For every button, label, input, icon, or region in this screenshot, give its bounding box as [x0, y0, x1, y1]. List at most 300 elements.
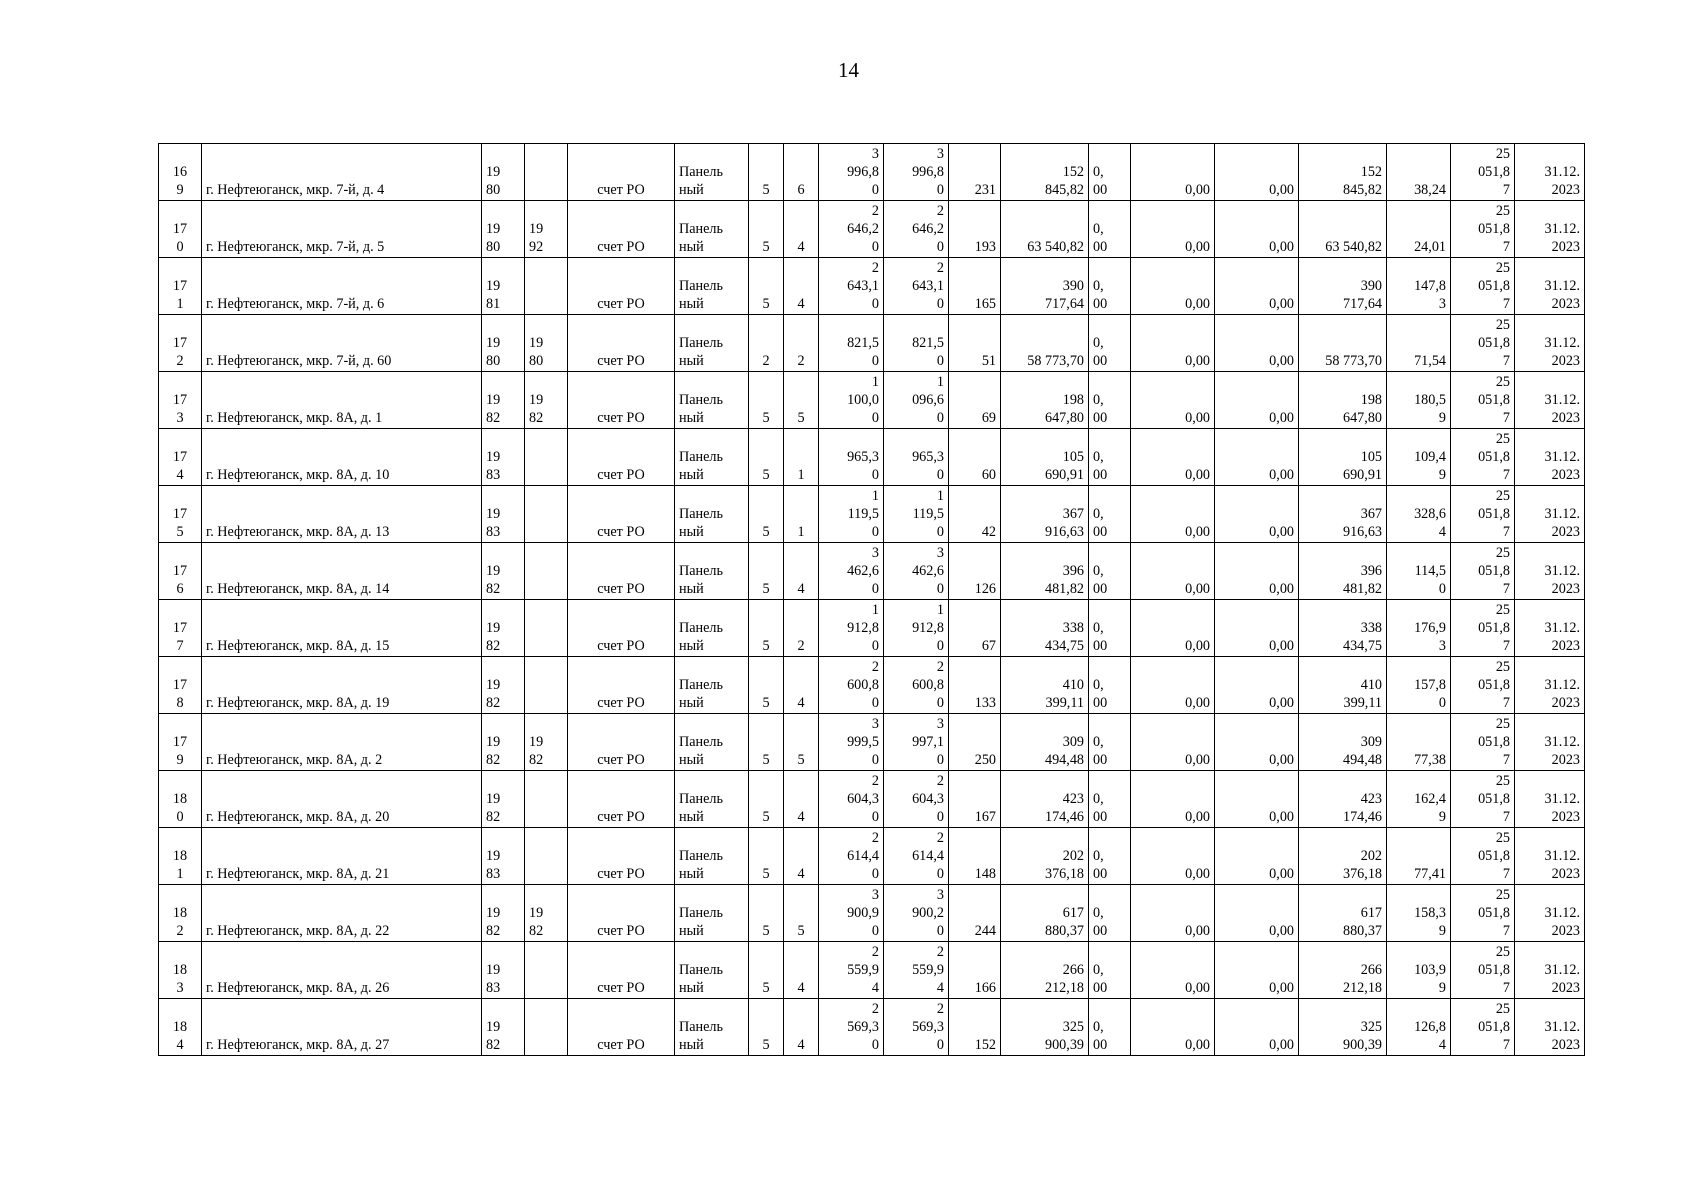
residents-cell-value: 166	[974, 980, 996, 996]
method-cell	[568, 600, 675, 657]
unit-cost-cell	[1387, 885, 1451, 942]
year-renovated-cell-line	[529, 1018, 563, 1036]
row-number-cell	[159, 999, 202, 1056]
fund-regional-cell	[1131, 201, 1215, 258]
total-area-cell-line: 0	[871, 296, 879, 312]
fund-local-cell	[1215, 486, 1299, 543]
residents-cell-value: 244	[974, 923, 996, 939]
unit-cost-cell-line: 180,5	[1414, 392, 1446, 408]
cost-total-cell-line: 325	[1062, 1019, 1084, 1035]
row-number-cell	[159, 486, 202, 543]
floors-cell-value: 5	[762, 923, 770, 939]
living-area-cell	[884, 543, 949, 600]
method-cell-value: счет РО	[597, 809, 645, 825]
year-built-cell-line: 19	[486, 791, 501, 807]
cost-total-cell	[1001, 999, 1089, 1056]
entrances-cell	[784, 771, 819, 828]
fund-regional-cell-value: 0,00	[1185, 809, 1210, 825]
fund-owners-cell	[1299, 657, 1387, 714]
method-cell-value: счет РО	[597, 353, 645, 369]
table-row	[159, 486, 1585, 543]
fund-local-cell-value: 0,00	[1269, 410, 1294, 426]
fund-owners-cell-line: 647,80	[1342, 410, 1382, 426]
deadline-cell	[1515, 657, 1585, 714]
method-cell-value: счет РО	[597, 752, 645, 768]
living-area-cell	[884, 771, 949, 828]
wall-material-cell	[675, 372, 749, 429]
floors-cell	[749, 714, 784, 771]
entrances-cell-value: 4	[797, 581, 805, 597]
year-renovated-cell	[525, 885, 568, 942]
unit-limit-cell-line: 7	[1502, 752, 1510, 768]
deadline-cell	[1515, 885, 1585, 942]
fund-owners-cell-line: 367	[1360, 506, 1382, 522]
wall-material-cell	[675, 315, 749, 372]
living-area-cell-line: 0	[936, 524, 944, 540]
year-built-cell-line: 83	[486, 524, 501, 540]
unit-cost-cell-line: 158,3	[1414, 905, 1446, 921]
fund-federal-cell-line: 00	[1093, 524, 1108, 540]
fund-local-cell-value: 0,00	[1269, 980, 1294, 996]
unit-limit-cell-line: 051,8	[1478, 677, 1510, 693]
deadline-cell-line: 2023	[1551, 1037, 1580, 1053]
address-cell-value: г. Нефтеюганск, мкр. 8А, д. 10	[206, 467, 390, 483]
wall-material-cell-line: ный	[679, 980, 704, 996]
method-cell-value: счет РО	[597, 410, 645, 426]
total-area-cell-line: 999,5	[847, 734, 879, 750]
fund-federal-cell-line: 0,	[1093, 620, 1104, 636]
wall-material-cell	[675, 828, 749, 885]
year-renovated-cell-line	[529, 523, 563, 541]
unit-cost-cell	[1387, 657, 1451, 714]
fund-federal-cell	[1089, 258, 1131, 315]
residents-cell	[949, 942, 1001, 999]
deadline-cell-line: 31.12.	[1544, 278, 1580, 294]
living-area-cell	[884, 258, 949, 315]
total-area-cell	[819, 771, 884, 828]
unit-limit-cell-line: 051,8	[1478, 278, 1510, 294]
unit-limit-cell-line: 7	[1502, 353, 1510, 369]
fund-federal-cell-line: 00	[1093, 695, 1108, 711]
fund-federal-cell-line: 0,	[1093, 734, 1104, 750]
wall-material-cell-line: Панель	[679, 962, 723, 978]
living-area-cell-line: 600,8	[912, 677, 944, 693]
fund-federal-cell-line: 00	[1093, 296, 1108, 312]
address-cell	[202, 771, 482, 828]
fund-regional-cell-value: 0,00	[1185, 581, 1210, 597]
entrances-cell	[784, 828, 819, 885]
unit-cost-cell-line: 0	[1438, 581, 1446, 597]
living-area-cell-line: 0	[936, 353, 944, 369]
total-area-cell	[819, 543, 884, 600]
year-built-cell	[482, 315, 525, 372]
fund-regional-cell	[1131, 486, 1215, 543]
wall-material-cell-line: ный	[679, 353, 704, 369]
unit-limit-cell	[1451, 372, 1515, 429]
row-number-cell-line: 16	[172, 164, 188, 180]
fund-federal-cell	[1089, 486, 1131, 543]
floors-cell	[749, 885, 784, 942]
total-area-cell-line: 2	[871, 659, 879, 675]
row-number-cell-line: 3	[176, 980, 184, 996]
table-row	[159, 543, 1585, 600]
method-cell	[568, 657, 675, 714]
total-area-cell-line: 1	[871, 602, 879, 618]
residents-cell	[949, 714, 1001, 771]
wall-material-cell-line: Панель	[679, 1019, 723, 1035]
unit-limit-cell-line: 25	[1495, 659, 1510, 675]
residents-cell-value: 60	[981, 467, 996, 483]
year-built-cell	[482, 201, 525, 258]
unit-limit-cell	[1451, 258, 1515, 315]
row-number-cell	[159, 771, 202, 828]
total-area-cell	[819, 372, 884, 429]
unit-limit-cell-line: 25	[1495, 431, 1510, 447]
unit-cost-cell-line: 162,4	[1414, 791, 1446, 807]
living-area-cell	[884, 429, 949, 486]
fund-regional-cell-value: 0,00	[1185, 182, 1210, 198]
year-built-cell-line: 82	[486, 410, 501, 426]
fund-federal-cell-line: 0,	[1093, 677, 1104, 693]
total-area-cell	[819, 315, 884, 372]
living-area-cell	[884, 828, 949, 885]
entrances-cell-value: 6	[797, 182, 805, 198]
cost-total-cell-line: 399,11	[1045, 695, 1084, 711]
living-area-cell-line: 119,5	[912, 506, 944, 522]
floors-cell	[749, 999, 784, 1056]
entrances-cell	[784, 543, 819, 600]
unit-limit-cell	[1451, 600, 1515, 657]
year-built-cell-line: 19	[486, 1019, 501, 1035]
deadline-cell	[1515, 600, 1585, 657]
row-number-cell-line: 18	[172, 962, 188, 978]
living-area-cell-line: 821,5	[912, 335, 944, 351]
entrances-cell-value: 1	[797, 467, 805, 483]
unit-limit-cell	[1451, 486, 1515, 543]
floors-cell-value: 5	[762, 182, 770, 198]
row-number-cell-line: 17	[172, 506, 188, 522]
fund-federal-cell-line: 0,	[1093, 278, 1104, 294]
cost-total-cell	[1001, 258, 1089, 315]
deadline-cell	[1515, 372, 1585, 429]
year-renovated-cell	[525, 429, 568, 486]
year-built-cell	[482, 999, 525, 1056]
year-built-cell	[482, 885, 525, 942]
address-cell-value: г. Нефтеюганск, мкр. 8А, д. 1	[206, 410, 383, 426]
year-built-cell-line: 19	[486, 563, 501, 579]
residents-cell	[949, 828, 1001, 885]
table-row	[159, 315, 1585, 372]
total-area-cell	[819, 999, 884, 1056]
floors-cell-value: 5	[762, 581, 770, 597]
deadline-cell-line: 2023	[1551, 752, 1580, 768]
year-renovated-cell-line	[529, 163, 563, 181]
unit-limit-cell-line: 25	[1495, 716, 1510, 732]
unit-limit-cell-line: 25	[1495, 146, 1510, 162]
total-area-cell-line: 0	[871, 752, 879, 768]
deadline-cell	[1515, 201, 1585, 258]
living-area-cell-line: 462,6	[912, 563, 944, 579]
deadline-cell	[1515, 771, 1585, 828]
year-renovated-cell-line: 19	[529, 392, 544, 408]
floors-cell-value: 5	[762, 239, 770, 255]
floors-cell	[749, 942, 784, 999]
wall-material-cell	[675, 258, 749, 315]
year-built-cell-line: 82	[486, 752, 501, 768]
wall-material-cell-line: ный	[679, 752, 704, 768]
total-area-cell	[819, 429, 884, 486]
fund-local-cell	[1215, 258, 1299, 315]
address-cell-value: г. Нефтеюганск, мкр. 7-й, д. 4	[206, 182, 385, 198]
living-area-cell-line: 3	[936, 887, 944, 903]
address-cell	[202, 657, 482, 714]
method-cell-value: счет РО	[597, 866, 645, 882]
floors-cell-value: 5	[762, 695, 770, 711]
deadline-cell-line: 2023	[1551, 809, 1580, 825]
floors-cell-value: 5	[762, 980, 770, 996]
table-row	[159, 201, 1585, 258]
fund-local-cell-value: 0,00	[1269, 923, 1294, 939]
year-renovated-cell-line	[529, 448, 563, 466]
unit-limit-cell-line: 7	[1502, 410, 1510, 426]
unit-cost-cell-line: 9	[1438, 923, 1446, 939]
total-area-cell-line: 1	[871, 488, 879, 504]
address-cell	[202, 714, 482, 771]
total-area-cell-line: 0	[871, 1037, 879, 1053]
row-number-cell-line: 0	[176, 239, 184, 255]
fund-regional-cell-value: 0,00	[1185, 524, 1210, 540]
wall-material-cell-line: Панель	[679, 734, 723, 750]
unit-limit-cell-line: 25	[1495, 203, 1510, 219]
unit-limit-cell	[1451, 144, 1515, 201]
year-built-cell-line: 19	[486, 620, 501, 636]
unit-limit-cell-line: 7	[1502, 524, 1510, 540]
year-built-cell-line: 19	[486, 449, 501, 465]
unit-limit-cell-line: 7	[1502, 638, 1510, 654]
total-area-cell-line: 100,0	[847, 392, 879, 408]
living-area-cell-line: 0	[936, 809, 944, 825]
year-built-cell-line: 19	[486, 905, 501, 921]
year-renovated-cell-line	[529, 562, 563, 580]
year-built-cell	[482, 258, 525, 315]
row-number-cell-line: 17	[172, 221, 188, 237]
fund-federal-cell	[1089, 771, 1131, 828]
method-cell-value: счет РО	[597, 524, 645, 540]
cost-total-cell	[1001, 429, 1089, 486]
address-cell-value: г. Нефтеюганск, мкр. 8А, д. 2	[206, 752, 383, 768]
fund-regional-cell-value: 0,00	[1185, 239, 1210, 255]
year-built-cell	[482, 714, 525, 771]
wall-material-cell-line: ный	[679, 923, 704, 939]
unit-limit-cell-line: 25	[1495, 374, 1510, 390]
row-number-cell	[159, 543, 202, 600]
unit-limit-cell	[1451, 315, 1515, 372]
total-area-cell-line: 643,1	[847, 278, 879, 294]
residents-cell	[949, 144, 1001, 201]
year-built-cell-line: 82	[486, 1037, 501, 1053]
total-area-cell-line: 900,9	[847, 905, 879, 921]
year-renovated-cell	[525, 600, 568, 657]
floors-cell-value: 5	[762, 410, 770, 426]
cost-total-cell-line: 717,64	[1044, 296, 1084, 312]
living-area-cell-line: 1	[936, 374, 944, 390]
row-number-cell-line: 18	[172, 848, 188, 864]
year-built-cell-line: 81	[486, 296, 501, 312]
total-area-cell-line: 569,3	[847, 1019, 879, 1035]
floors-cell-value: 5	[762, 638, 770, 654]
floors-cell	[749, 771, 784, 828]
unit-cost-cell	[1387, 258, 1451, 315]
fund-owners-cell-line: 916,63	[1342, 524, 1382, 540]
total-area-cell-line: 965,3	[847, 449, 879, 465]
fund-owners-cell-line: 202	[1360, 848, 1382, 864]
row-number-cell	[159, 942, 202, 999]
living-area-cell-line: 604,3	[912, 791, 944, 807]
year-renovated-cell-line: 80	[529, 353, 544, 369]
year-renovated-cell-line: 19	[529, 905, 544, 921]
living-area-cell	[884, 372, 949, 429]
cost-total-cell-line: 880,37	[1044, 923, 1084, 939]
row-number-cell-line: 0	[176, 809, 184, 825]
unit-limit-cell-line: 051,8	[1478, 506, 1510, 522]
cost-total-cell	[1001, 714, 1089, 771]
fund-regional-cell-value: 0,00	[1185, 980, 1210, 996]
fund-federal-cell	[1089, 600, 1131, 657]
fund-owners-cell	[1299, 771, 1387, 828]
wall-material-cell-line: ный	[679, 695, 704, 711]
fund-federal-cell-line: 00	[1093, 410, 1108, 426]
row-number-cell-line: 5	[176, 524, 184, 540]
living-area-cell-line: 2	[936, 260, 944, 276]
floors-cell	[749, 486, 784, 543]
living-area-cell-line: 912,8	[912, 620, 944, 636]
total-area-cell-line: 0	[871, 467, 879, 483]
fund-owners-cell	[1299, 828, 1387, 885]
fund-local-cell-value: 0,00	[1269, 638, 1294, 654]
unit-limit-cell	[1451, 201, 1515, 258]
method-cell-value: счет РО	[597, 182, 645, 198]
entrances-cell	[784, 258, 819, 315]
year-built-cell-line: 82	[486, 923, 501, 939]
unit-cost-cell-line: 71,54	[1414, 353, 1446, 369]
unit-cost-cell-line: 77,41	[1414, 866, 1446, 882]
living-area-cell-line: 996,8	[912, 164, 944, 180]
unit-limit-cell-line: 7	[1502, 1037, 1510, 1053]
wall-material-cell-line: ный	[679, 296, 704, 312]
wall-material-cell	[675, 201, 749, 258]
row-number-cell	[159, 714, 202, 771]
total-area-cell-line: 0	[871, 410, 879, 426]
unit-cost-cell-line: 147,8	[1414, 278, 1446, 294]
row-number-cell-line: 3	[176, 410, 184, 426]
deadline-cell-line: 2023	[1551, 524, 1580, 540]
wall-material-cell-line: Панель	[679, 563, 723, 579]
total-area-cell-line: 4	[871, 980, 879, 996]
fund-local-cell-value: 0,00	[1269, 239, 1294, 255]
floors-cell-value: 5	[762, 752, 770, 768]
fund-owners-cell	[1299, 315, 1387, 372]
floors-cell	[749, 600, 784, 657]
total-area-cell-line: 3	[871, 545, 879, 561]
residents-cell	[949, 486, 1001, 543]
living-area-cell	[884, 144, 949, 201]
wall-material-cell-line: ный	[679, 239, 704, 255]
unit-limit-cell	[1451, 771, 1515, 828]
residents-cell	[949, 999, 1001, 1056]
entrances-cell-value: 4	[797, 239, 805, 255]
method-cell-value: счет РО	[597, 638, 645, 654]
table-row	[159, 999, 1585, 1056]
entrances-cell-value: 4	[797, 1037, 805, 1053]
wall-material-cell	[675, 657, 749, 714]
fund-local-cell-value: 0,00	[1269, 1037, 1294, 1053]
cost-total-cell	[1001, 315, 1089, 372]
unit-limit-cell-line: 25	[1495, 488, 1510, 504]
year-renovated-cell-line: 19	[529, 221, 544, 237]
wall-material-cell	[675, 999, 749, 1056]
floors-cell-value: 5	[762, 524, 770, 540]
method-cell	[568, 315, 675, 372]
residents-cell-value: 231	[974, 182, 996, 198]
total-area-cell-line: 3	[871, 716, 879, 732]
fund-owners-cell-line: 309	[1360, 734, 1382, 750]
fund-owners-cell-line: 423	[1360, 791, 1382, 807]
unit-limit-cell-line: 7	[1502, 923, 1510, 939]
cost-total-cell-line: 152	[1062, 164, 1084, 180]
address-cell	[202, 600, 482, 657]
cost-total-cell	[1001, 942, 1089, 999]
unit-cost-cell-line: 109,4	[1414, 449, 1446, 465]
row-number-cell	[159, 429, 202, 486]
living-area-cell	[884, 885, 949, 942]
residents-cell-value: 133	[974, 695, 996, 711]
row-number-cell-line: 17	[172, 392, 188, 408]
fund-federal-cell	[1089, 942, 1131, 999]
unit-limit-cell-line: 051,8	[1478, 848, 1510, 864]
unit-limit-cell-line: 7	[1502, 182, 1510, 198]
year-built-cell	[482, 372, 525, 429]
method-cell-value: счет РО	[597, 695, 645, 711]
fund-owners-cell-line: 338	[1360, 620, 1382, 636]
unit-cost-cell	[1387, 828, 1451, 885]
living-area-cell	[884, 657, 949, 714]
year-renovated-cell-line	[529, 979, 563, 997]
entrances-cell-value: 5	[797, 410, 805, 426]
year-built-cell-line: 82	[486, 581, 501, 597]
address-cell-value: г. Нефтеюганск, мкр. 8А, д. 14	[206, 581, 390, 597]
unit-limit-cell-line: 051,8	[1478, 449, 1510, 465]
table-row	[159, 942, 1585, 999]
living-area-cell-line: 0	[936, 866, 944, 882]
cost-total-cell-line: 202	[1062, 848, 1084, 864]
unit-cost-cell-line: 4	[1438, 524, 1446, 540]
entrances-cell	[784, 657, 819, 714]
living-area-cell-line: 614,4	[912, 848, 944, 864]
wall-material-cell-line: ный	[679, 182, 704, 198]
year-built-cell-line: 82	[486, 638, 501, 654]
fund-federal-cell-line: 00	[1093, 467, 1108, 483]
year-renovated-cell-line	[529, 865, 563, 883]
unit-limit-cell-line: 25	[1495, 545, 1510, 561]
table-row	[159, 714, 1585, 771]
method-cell	[568, 201, 675, 258]
fund-regional-cell	[1131, 315, 1215, 372]
unit-limit-cell-line: 25	[1495, 602, 1510, 618]
fund-regional-cell	[1131, 372, 1215, 429]
unit-limit-cell-line: 051,8	[1478, 1019, 1510, 1035]
method-cell-value: счет РО	[597, 296, 645, 312]
fund-regional-cell-value: 0,00	[1185, 467, 1210, 483]
